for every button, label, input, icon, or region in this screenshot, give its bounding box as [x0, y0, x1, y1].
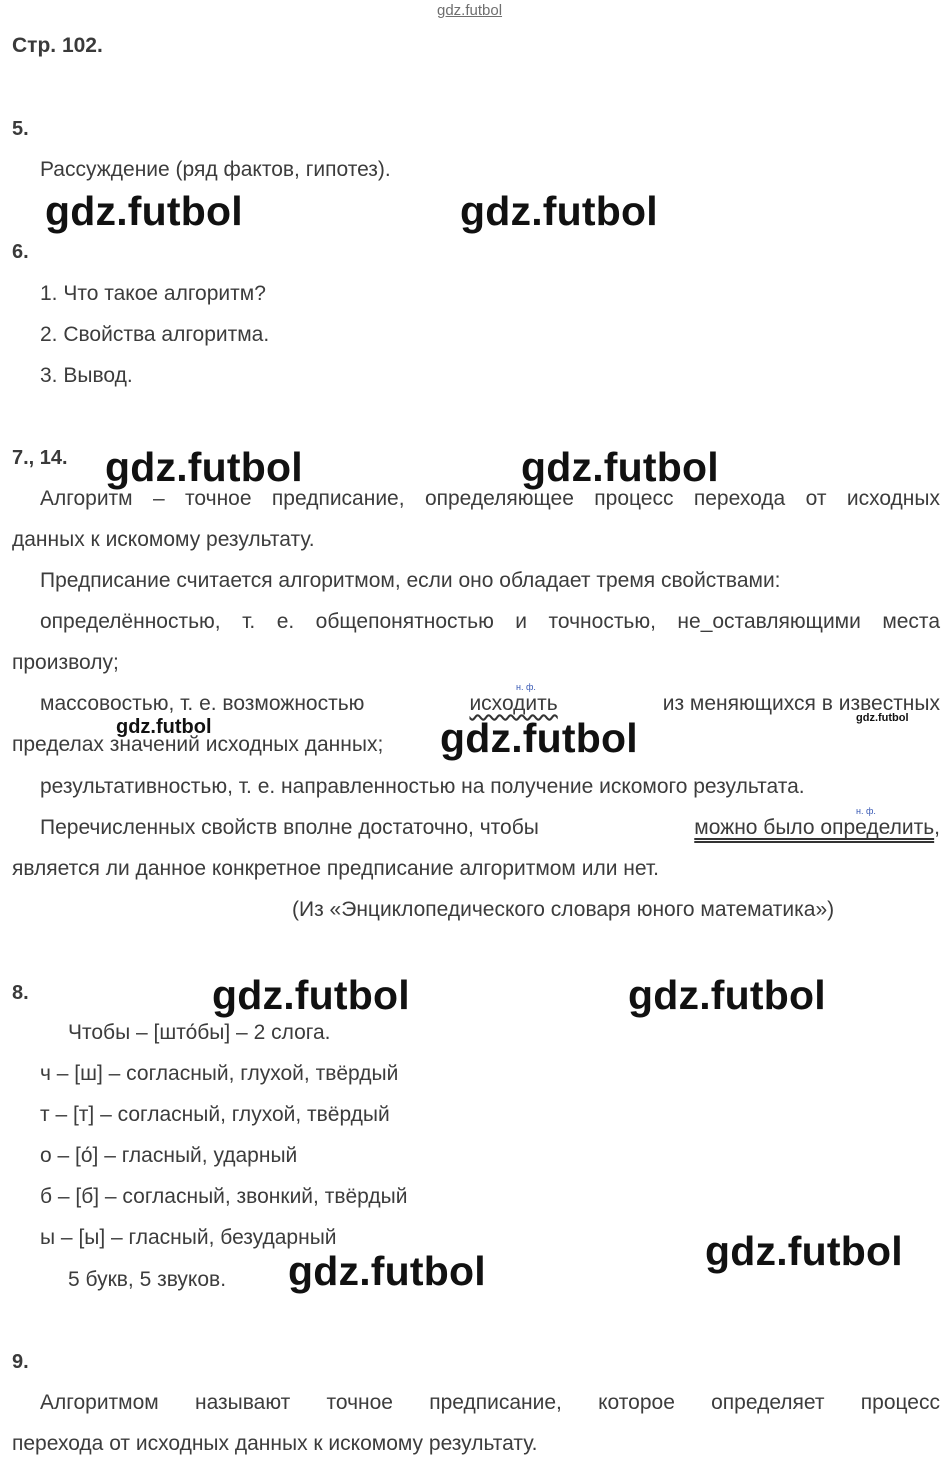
task-7-p5: результативностью, т. е. направленностью на получение искомого результата.	[40, 775, 805, 798]
watermark-small: gdz.futbol	[116, 716, 212, 738]
watermark-4: gdz.futbol	[521, 444, 719, 490]
watermark-tiny: gdz.futbol	[856, 712, 909, 724]
watermark-7: gdz.futbol	[628, 972, 826, 1018]
watermark-8: gdz.futbol	[705, 1228, 903, 1274]
task-7-p6-end	[694, 816, 940, 840]
annotation-nf-2: н. ф.	[856, 806, 876, 816]
watermark-1: gdz.futbol	[45, 188, 243, 234]
watermark-9: gdz.futbol	[288, 1248, 486, 1294]
annotation-nf-1: н. ф.	[516, 682, 536, 692]
task-8-summary: 5 букв, 5 звуков.	[68, 1268, 227, 1291]
task-7-p3-line2: произволу;	[12, 651, 119, 674]
task-7-p1-line1: Алгоритм – точное предписание, определяющее процесс перехода от исходных	[40, 487, 940, 510]
task-7-p6-underlined: можно было определить	[694, 816, 935, 839]
task-7-p4-line2: пределах значений исходных данных;	[12, 733, 384, 756]
task-5-number: 5.	[12, 118, 29, 140]
task-8-letter-3: о – [о́] – гласный, ударный	[40, 1144, 298, 1167]
task-9-line1: Алгоритмом называют точное предписание, которое определяет процесс	[40, 1391, 940, 1414]
task-8-word: Чтобы – [што́бы] – 2 слога.	[68, 1021, 331, 1044]
task-8-letter-4: б – [б] – согласный, звонкий, твёрдый	[40, 1185, 408, 1208]
task-7-p6-comma: ,	[934, 816, 940, 839]
watermark-3: gdz.futbol	[105, 444, 303, 490]
task-9-line2: перехода от исходных данных к искомому результату.	[12, 1432, 538, 1455]
task-9-number: 9.	[12, 1351, 29, 1373]
task-7-p3-line1: определённостью, т. е. общепонятностью и точностью, не_оставляющими места	[40, 610, 940, 633]
task-7-p4-wavy-word: исходить	[469, 692, 558, 715]
task-7-p1-line2: данных к искомому результату.	[12, 528, 315, 551]
task-7-source: (Из «Энциклопедического словаря юного математика»)	[292, 898, 835, 921]
watermark-top[interactable]: gdz.futbol	[437, 2, 503, 19]
task-7-p4-part-a: массовостью, т. е. возможностью	[40, 692, 365, 715]
task-7-number: 7., 14.	[12, 447, 68, 469]
task-6-number: 6.	[12, 241, 29, 263]
task-8-letter-2: т – [т] – согласный, глухой, твёрдый	[40, 1103, 390, 1126]
task-6-item-3: 3. Вывод.	[40, 364, 133, 387]
task-7-p2: Предписание считается алгоритмом, если оно обладает тремя свойствами:	[40, 569, 781, 592]
watermark-5: gdz.futbol	[440, 715, 638, 761]
task-8-letter-1: ч – [ш] – согласный, глухой, твёрдый	[40, 1062, 399, 1085]
task-7-p6-part-a: Перечисленных свойств вполне достаточно, чтобы	[40, 816, 539, 839]
task-5-text: Рассуждение (ряд фактов, гипотез).	[40, 158, 391, 181]
task-7-p4-line1	[40, 692, 940, 716]
task-6-item-1: 1. Что такое алгоритм?	[40, 282, 266, 305]
task-6-item-2: 2. Свойства алгоритма.	[40, 323, 270, 346]
task-7-p6-line1	[40, 816, 940, 840]
task-8-number: 8.	[12, 982, 29, 1004]
task-8-letter-5: ы – [ы] – гласный, безударный	[40, 1226, 337, 1249]
task-7-p4-part-c: из меняющихся в известных	[662, 692, 940, 715]
task-7-p6-line2: является ли данное конкретное предписание алгоритмом или нет.	[12, 857, 659, 880]
page-title: Стр. 102.	[12, 34, 103, 57]
watermark-2: gdz.futbol	[460, 188, 658, 234]
watermark-6: gdz.futbol	[212, 972, 410, 1018]
